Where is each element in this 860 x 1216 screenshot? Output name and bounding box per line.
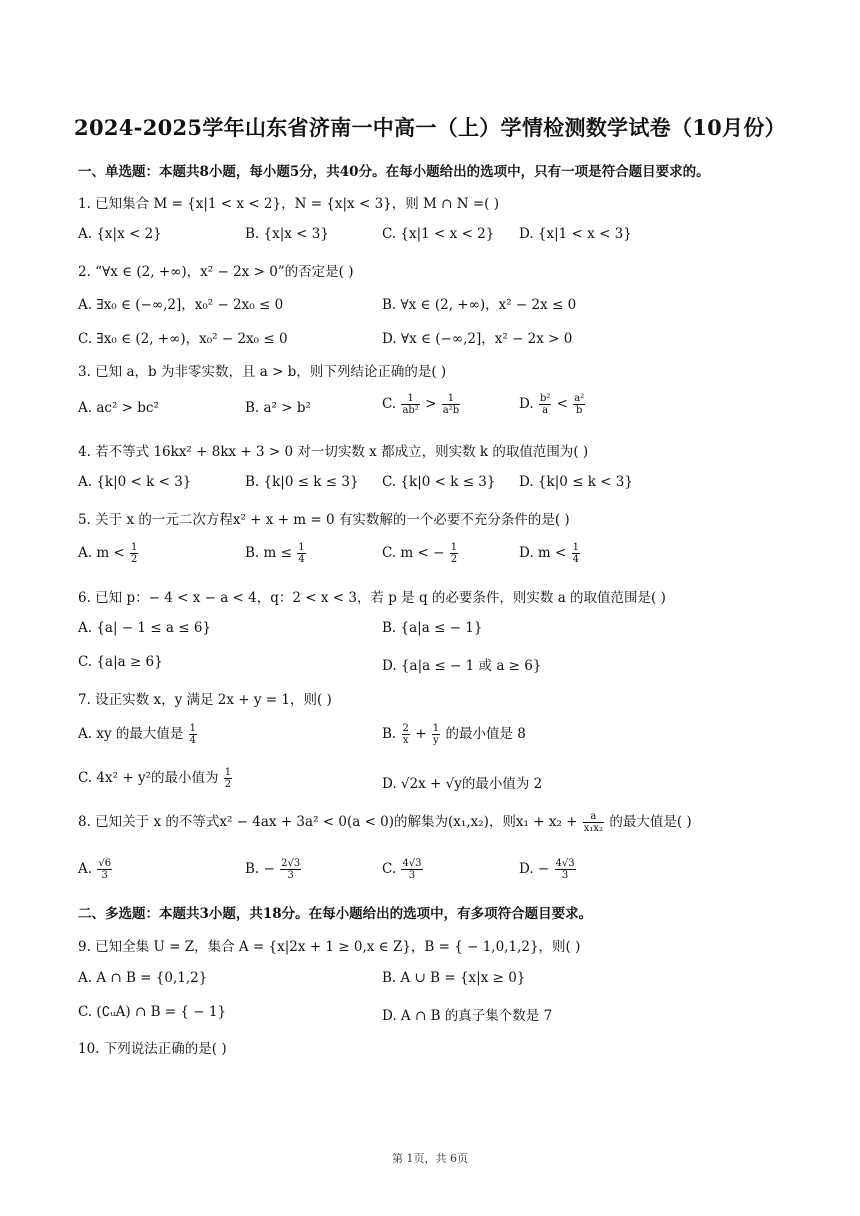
question-6-option-c: C. {a|a ≥ 6} bbox=[78, 654, 163, 670]
section-multiple-choice: 二、多选题：本题共3小题，共18分。在每小题给出的选项中，有多项符合题目要求。 bbox=[78, 906, 593, 922]
question-2-option-c: C. ∃x₀ ∈ (2, +∞)，x₀² − 2x₀ ≤ 0 bbox=[78, 331, 288, 347]
question-2-stem: 2. “∀x ∈ (2, +∞)，x² − 2x > 0”的否定是( ) bbox=[78, 264, 354, 280]
fraction: $\frac{\text{b²}}{a}$ bbox=[539, 393, 551, 416]
fraction: $\frac{1}{2}$ bbox=[131, 542, 138, 565]
question-3-option-c: C. $\frac{1}{\text{ab²}}$ > $\frac{1}{\text{a²b}}$ bbox=[382, 393, 460, 416]
question-1-stem: 1. 已知集合 M = {x|1 < x < 2}，N = {x|x < 3}，则 M ∩ N =( ) bbox=[78, 196, 499, 212]
question-1-option-c: C. {x|1 < x < 2} bbox=[382, 226, 495, 242]
question-4-stem: 4. 若不等式 16kx² + 8kx + 3 > 0 对一切实数 x 都成立，则实数 k 的取值范围为( ) bbox=[78, 444, 589, 460]
fraction: $\frac{\text{a²}}{b}$ bbox=[574, 393, 585, 416]
question-6-option-d: D. {a|a ≤ − 1 或 a ≥ 6} bbox=[382, 658, 542, 674]
question-6-option-a: A. {a| − 1 ≤ a ≤ 6} bbox=[78, 620, 212, 636]
fraction: $\frac{1}{\text{a²b}}$ bbox=[442, 393, 460, 416]
question-2-option-b: B. ∀x ∈ (2, +∞)，x² − 2x ≤ 0 bbox=[382, 297, 577, 313]
question-3-option-d: D. $\frac{\text{b²}}{a}$ < $\frac{\text{a²}}{b}$ bbox=[519, 393, 585, 416]
page-footer: 第 1页，共 6页 bbox=[392, 1152, 468, 1165]
question-8-option-d: D. − $\frac{4√3}{3}$ bbox=[519, 858, 575, 881]
question-3-option-a: A. ac² > bc² bbox=[78, 400, 159, 416]
question-9-option-c: C. (∁ᵤA) ∩ B = { − 1} bbox=[78, 1004, 227, 1020]
fraction: $\frac{1}{y}$ bbox=[432, 723, 440, 746]
fraction: $\frac{1}{4}$ bbox=[572, 542, 580, 565]
question-5-option-c: C. m < − $\frac{1}{2}$ bbox=[382, 542, 458, 565]
question-7-option-c: C. 4x² + y²的最小值为 $\frac{1}{2}$ bbox=[78, 767, 232, 790]
question-4-option-b: B. {k|0 ≤ k ≤ 3} bbox=[245, 474, 359, 490]
question-10-stem: 10. 下列说法正确的是( ) bbox=[78, 1041, 227, 1057]
fraction: $\frac{2}{x}$ bbox=[402, 723, 409, 746]
question-7-option-d: D. √2x + √y的最小值为 2 bbox=[382, 776, 543, 792]
section-single-choice: 一、单选题：本题共8小题，每小题5分，共40分。在每小题给出的选项中，只有一项是符合题目要求的。 bbox=[78, 164, 710, 180]
fraction: $\frac{a}{\text{x₁x₂}}$ bbox=[583, 811, 604, 834]
question-1-option-b: B. {x|x < 3} bbox=[245, 226, 329, 242]
exam-title: 2024-2025学年山东省济南一中高一（上）学情检测数学试卷（10月份） bbox=[74, 115, 786, 140]
fraction: $\frac{√6}{3}$ bbox=[98, 858, 112, 881]
question-2-option-d: D. ∀x ∈ (−∞,2]，x² − 2x > 0 bbox=[382, 331, 573, 347]
question-1-option-a: A. {x|x < 2} bbox=[78, 226, 162, 242]
fraction: $\frac{1}{2}$ bbox=[224, 767, 232, 790]
fraction: $\frac{1}{\text{ab²}}$ bbox=[402, 393, 419, 416]
question-6-stem: 6. 已知 p：− 4 < x − a < 4，q：2 < x < 3，若 p 是 q 的必要条件，则实数 a 的取值范围是( ) bbox=[78, 590, 666, 606]
question-2-option-a: A. ∃x₀ ∈ (−∞,2]，x₀² − 2x₀ ≤ 0 bbox=[78, 297, 284, 313]
question-9-option-b: B. A ∪ B = {x|x ≥ 0} bbox=[382, 970, 526, 986]
question-3-option-b: B. a² > b² bbox=[245, 400, 311, 416]
question-5-option-a: A. m < $\frac{1}{2}$ bbox=[78, 542, 138, 565]
question-9-option-a: A. A ∩ B = {0,1,2} bbox=[78, 970, 208, 986]
question-5-option-d: D. m < $\frac{1}{4}$ bbox=[519, 542, 580, 565]
question-3-stem: 3. 已知 a，b 为非零实数，且 a > b，则下列结论正确的是( ) bbox=[78, 364, 447, 380]
question-7-option-a: A. xy 的最大值是 $\frac{1}{4}$ bbox=[78, 723, 197, 746]
fraction: $\frac{4√3}{3}$ bbox=[402, 858, 422, 881]
question-4-option-c: C. {k|0 < k ≤ 3} bbox=[382, 474, 496, 490]
question-4-option-a: A. {k|0 < k < 3} bbox=[78, 474, 192, 490]
question-9-option-d: D. A ∩ B 的真子集个数是 7 bbox=[382, 1008, 553, 1024]
question-8-option-a: A. $\frac{√6}{3}$ bbox=[78, 858, 112, 881]
fraction: $\frac{1}{2}$ bbox=[450, 542, 458, 565]
fraction: $\frac{2√3}{3}$ bbox=[281, 858, 301, 881]
fraction: $\frac{4√3}{3}$ bbox=[555, 858, 575, 881]
question-1-option-d: D. {x|1 < x < 3} bbox=[519, 226, 632, 242]
question-8-stem: 8. 已知关于 x 的不等式x² − 4ax + 3a² < 0(a < 0)的解集为(x₁,x₂)，则x₁ + x₂ + $\frac{a}{\text{x₁x₂}}$ 的最大值是( ) bbox=[78, 811, 692, 834]
question-4-option-d: D. {k|0 ≤ k < 3} bbox=[519, 474, 633, 490]
question-6-option-b: B. {a|a ≤ − 1} bbox=[382, 620, 483, 636]
question-8-option-c: C. $\frac{4√3}{3}$ bbox=[382, 858, 422, 881]
question-5-option-b: B. m ≤ $\frac{1}{4}$ bbox=[245, 542, 305, 565]
question-5-stem: 5. 关于 x 的一元二次方程x² + x + m = 0 有实数解的一个必要不充分条件的是( ) bbox=[78, 512, 570, 528]
fraction: $\frac{1}{4}$ bbox=[189, 723, 197, 746]
question-7-stem: 7. 设正实数 x，y 满足 2x + y = 1，则( ) bbox=[78, 692, 332, 708]
fraction: $\frac{1}{4}$ bbox=[298, 542, 305, 565]
question-8-option-b: B. − $\frac{2√3}{3}$ bbox=[245, 858, 301, 881]
question-9-stem: 9. 已知全集 U = Z，集合 A = {x|2x + 1 ≥ 0,x ∈ Z}，B = { − 1,0,1,2}，则( ) bbox=[78, 939, 581, 955]
question-7-option-b: B. $\frac{2}{x}$ + $\frac{1}{y}$ 的最小值是 8 bbox=[382, 723, 526, 746]
